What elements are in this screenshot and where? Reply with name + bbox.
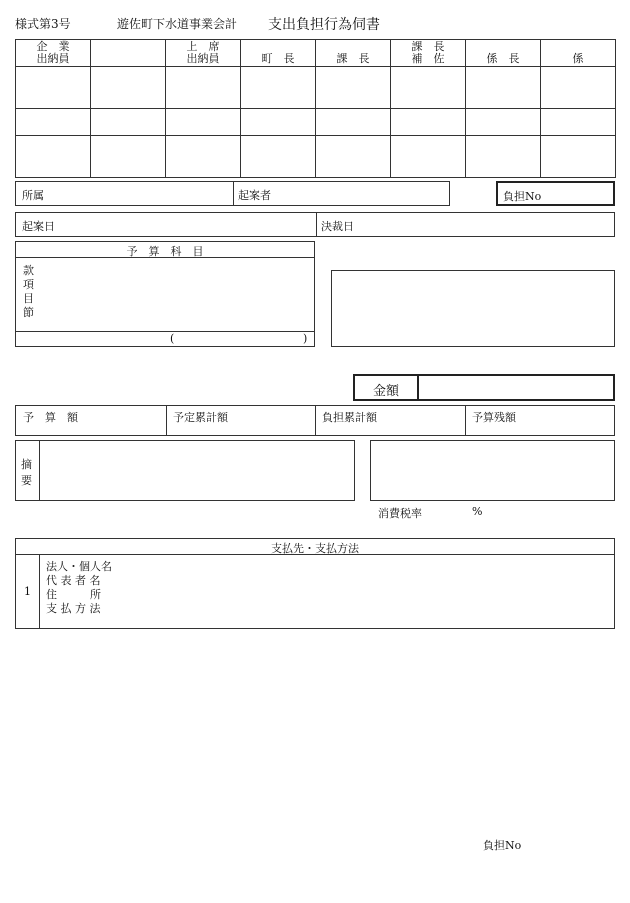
budget-item-label: 款: [23, 264, 34, 277]
payee-title: 支払先・支払方法: [271, 542, 359, 555]
payee-field-label: 代 表 者 名: [46, 574, 101, 587]
approval-header-line2: 課 長: [336, 52, 370, 65]
stamp-cell[interactable]: [391, 109, 466, 136]
amount-label: 金額: [373, 384, 400, 399]
stamp-cell[interactable]: [91, 136, 166, 178]
divider: [39, 441, 40, 500]
stamp-cell[interactable]: [391, 136, 466, 178]
approval-header-line1: 課 長: [411, 40, 445, 53]
burden-total-label: 負担累計額: [322, 411, 377, 424]
approval-header-cell: [541, 40, 616, 67]
drafter-label: 起案者: [238, 189, 271, 202]
approval-header-cell: [241, 40, 316, 67]
memo-label-char: 摘: [21, 458, 32, 471]
stamp-cell[interactable]: [16, 109, 91, 136]
approval-header-cell: [316, 40, 391, 67]
tax-rate-label: 消費税率: [378, 507, 422, 520]
approval-header-line2: 補 佐: [411, 52, 445, 65]
stamp-cell[interactable]: [166, 109, 241, 136]
stamp-row: [16, 67, 616, 109]
stamp-cell[interactable]: [466, 109, 541, 136]
stamp-cell[interactable]: [316, 67, 391, 109]
stamp-cell[interactable]: [466, 136, 541, 178]
payee-field-label: 法人・個人名: [46, 560, 112, 573]
payee-field-label: 住 所: [46, 588, 101, 601]
stamp-cell[interactable]: [316, 109, 391, 136]
memo-label-char: 要: [21, 474, 32, 487]
approval-header-line2: 出納員: [36, 52, 70, 65]
tax-rate-unit: %: [472, 505, 483, 518]
memo-field[interactable]: [41, 442, 352, 499]
draft-date-label: 起案日: [22, 220, 55, 233]
divider: [417, 376, 419, 399]
stamp-cell[interactable]: [541, 136, 616, 178]
approval-header-line1: 企 業: [36, 40, 70, 53]
tax-box[interactable]: [370, 440, 615, 501]
approval-header-cell: [466, 40, 541, 67]
stamp-cell[interactable]: [166, 136, 241, 178]
approval-header-line1: 上 席: [186, 40, 220, 53]
stamp-cell[interactable]: [91, 67, 166, 109]
form-number: 様式第3号: [15, 17, 71, 31]
burden-number-box[interactable]: [496, 181, 615, 206]
approval-header-line2: 出納員: [186, 52, 220, 65]
divider: [16, 331, 314, 332]
payee-field-label: 支 払 方 法: [46, 602, 101, 615]
budget-summary-box: [15, 405, 615, 436]
divider: [39, 554, 40, 628]
budget-account-box: [15, 241, 315, 347]
divider: [316, 213, 317, 236]
paren-open: (: [170, 332, 175, 345]
payee-row-number: 1: [24, 585, 31, 598]
department-label: 所属: [22, 189, 44, 202]
dates-box: [15, 212, 615, 237]
stamp-cell[interactable]: [91, 109, 166, 136]
stamp-cell[interactable]: [391, 67, 466, 109]
approval-header-cell: [391, 40, 466, 67]
budget-item-label: 目: [23, 292, 34, 305]
stamp-cell[interactable]: [316, 136, 391, 178]
divider: [166, 406, 167, 435]
planned-total-label: 予定累計額: [173, 411, 228, 424]
department-drafter-box: [15, 181, 450, 206]
organization-name: 遊佐町下水道事業会計: [117, 17, 238, 31]
decision-date-label: 決裁日: [321, 220, 354, 233]
divider: [315, 406, 316, 435]
amount-box: [353, 374, 615, 401]
stamp-cell[interactable]: [241, 136, 316, 178]
stamp-cell[interactable]: [16, 67, 91, 109]
approval-header-line2: 係: [572, 52, 584, 65]
stamp-cell[interactable]: [241, 67, 316, 109]
burden-number-label: 負担No: [503, 190, 542, 203]
stamp-row: [16, 109, 616, 136]
approval-header-line2: 町 長: [261, 52, 295, 65]
stamp-cell[interactable]: [466, 67, 541, 109]
stamp-cell[interactable]: [541, 67, 616, 109]
approval-header-line2: 係 長: [486, 52, 520, 65]
notes-box[interactable]: [331, 270, 615, 347]
budget-account-title: 予 算 科 目: [126, 245, 204, 258]
budget-item-label: 節: [23, 306, 34, 319]
divider: [465, 406, 466, 435]
approval-header-cell: [91, 40, 166, 67]
stamp-cell[interactable]: [241, 109, 316, 136]
form-title: 支出負担行為伺書: [268, 17, 380, 33]
footer-burden-number: 負担No: [483, 839, 522, 852]
stamp-cell[interactable]: [16, 136, 91, 178]
approval-header-cell: [16, 40, 91, 67]
stamp-row: [16, 136, 616, 178]
budget-amount-label: 予 算 額: [23, 411, 78, 424]
stamp-cell[interactable]: [541, 109, 616, 136]
payee-box: [15, 538, 615, 629]
divider: [233, 182, 234, 205]
stamp-cell[interactable]: [166, 67, 241, 109]
paren-close: ): [303, 332, 308, 345]
approval-header-cell: [166, 40, 241, 67]
budget-item-label: 項: [23, 278, 34, 291]
remaining-budget-label: 予算残額: [472, 411, 516, 424]
approval-stamp-table: [15, 39, 616, 178]
memo-box: [15, 440, 355, 501]
approval-header-row: [16, 40, 616, 67]
